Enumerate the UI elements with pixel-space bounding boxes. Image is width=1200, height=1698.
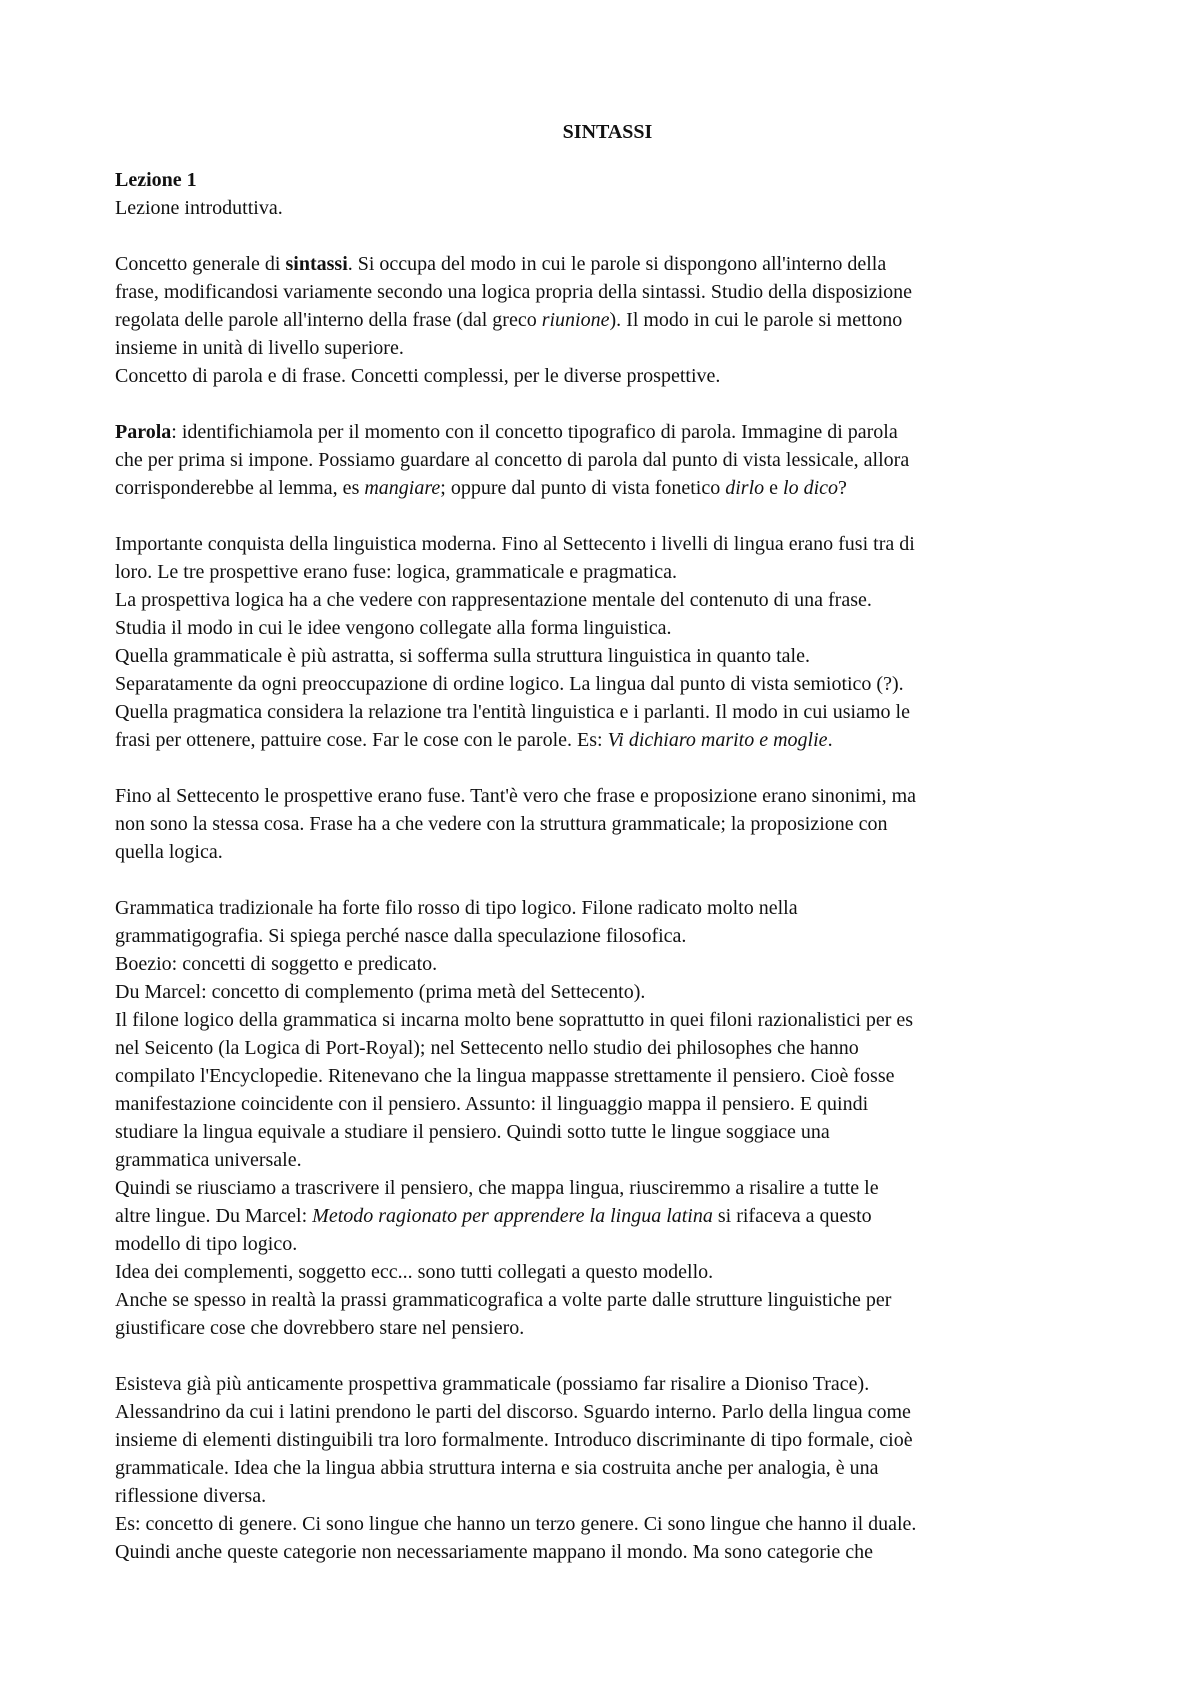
text-line: grammatigografia. Si spiega perché nasce dalla speculazione filosofica.	[115, 925, 687, 947]
text-line: Quella grammaticale è più astratta, si sofferma sulla struttura linguistica in quanto tale.	[115, 645, 810, 667]
text-line: manifestazione coincidente con il pensiero. Assunto: il linguaggio mappa il pensiero. E quindi	[115, 1093, 869, 1115]
text-line: loro. Le tre prospettive erano fuse: logica, grammaticale e pragmatica.	[115, 561, 677, 583]
text-line: quella logica.	[115, 841, 223, 863]
document-page	[115, 118, 1100, 1594]
text-line: frasi per ottenere, pattuire cose. Far le cose con le parole. Es: Vi dichiaro marito e moglie.	[115, 729, 833, 751]
paragraph-prospettiva-grammaticale	[115, 1370, 1100, 1566]
text-line: insieme di elementi distinguibili tra loro formalmente. Introduco discriminante di tipo formale, cioè	[115, 1429, 913, 1451]
text-line: giustificare cose che dovrebbero stare nel pensiero.	[115, 1317, 525, 1339]
lesson-subtitle: Lezione introduttiva.	[115, 197, 283, 219]
text-line: Importante conquista della linguistica moderna. Fino al Settecento i livelli di lingua erano fusi tra di	[115, 533, 915, 555]
text-line: Quindi se riusciamo a trascrivere il pensiero, che mappa lingua, riusciremmo a risalire a tutte le	[115, 1177, 879, 1199]
text-line: La prospettiva logica ha a che vedere con rappresentazione mentale del contenuto di una frase.	[115, 589, 872, 611]
text-line: regolata delle parole all'interno della frase (dal greco riunione). Il modo in cui le parole si mettono	[115, 309, 903, 331]
text-line: grammatica universale.	[115, 1149, 302, 1171]
text-line: Idea dei complementi, soggetto ecc... sono tutti collegati a questo modello.	[115, 1261, 714, 1283]
text-line: Boezio: concetti di soggetto e predicato.	[115, 953, 438, 975]
text-line: Anche se spesso in realtà la prassi grammaticografica a volte parte dalle strutture linguistiche per	[115, 1289, 892, 1311]
text-line: altre lingue. Du Marcel: Metodo ragionato per apprendere la lingua latina si rifaceva a questo	[115, 1205, 872, 1227]
text-line: che per prima si impone. Possiamo guardare al concetto di parola dal punto di vista lessicale, allora	[115, 449, 910, 471]
paragraph-prospettive	[115, 530, 1100, 754]
document-title: SINTASSI	[562, 121, 653, 143]
text-line: insieme in unità di livello superiore.	[115, 337, 404, 359]
text-line: studiare la lingua equivale a studiare il pensiero. Quindi sotto tutte le lingue soggiace una	[115, 1121, 830, 1143]
paragraph-parola	[115, 418, 1100, 502]
text-line: Parola: identifichiamola per il momento con il concetto tipografico di parola. Immagine di parola	[115, 421, 898, 443]
text-line: Fino al Settecento le prospettive erano fuse. Tant'è vero che frase e proposizione erano sinonimi, ma	[115, 785, 917, 807]
text-line: Il filone logico della grammatica si incarna molto bene soprattutto in quei filoni razionalistici per es	[115, 1009, 914, 1031]
text-line: corrisponderebbe al lemma, es mangiare; oppure dal punto di vista fonetico dirlo e lo dico?	[115, 477, 847, 499]
text-line: Concetto di parola e di frase. Concetti complessi, per le diverse prospettive.	[115, 365, 721, 387]
text-line: Du Marcel: concetto di complemento (prima metà del Settecento).	[115, 981, 646, 1003]
text-line: Quindi anche queste categorie non necessariamente mappano il mondo. Ma sono categorie che	[115, 1541, 874, 1563]
paragraph-frase-proposizione	[115, 782, 1100, 866]
text-line: Quella pragmatica considera la relazione tra l'entità linguistica e i parlanti. Il modo in cui usiamo le	[115, 701, 910, 723]
text-line: Alessandrino da cui i latini prendono le parti del discorso. Sguardo interno. Parlo della lingua come	[115, 1401, 911, 1423]
text-line: frase, modificandosi variamente secondo una logica propria della sintassi. Studio della disposizione	[115, 281, 913, 303]
paragraph-sintassi	[115, 250, 1100, 390]
text-line: modello di tipo logico.	[115, 1233, 298, 1255]
text-line: Esisteva già più anticamente prospettiva grammaticale (possiamo far risalire a Dioniso Trace).	[115, 1373, 870, 1395]
text-line: grammaticale. Idea che la lingua abbia struttura interna e sia costruita anche per analogia, è una	[115, 1457, 879, 1479]
text-line: Separatamente da ogni preoccupazione di ordine logico. La lingua dal punto di vista semiotico (?).	[115, 673, 904, 695]
text-line: Studia il modo in cui le idee vengono collegate alla forma linguistica.	[115, 617, 672, 639]
lesson-intro	[115, 166, 1100, 222]
text-line: non sono la stessa cosa. Frase ha a che vedere con la struttura grammaticale; la proposizione con	[115, 813, 888, 835]
text-line: nel Seicento (la Logica di Port-Royal); nel Settecento nello studio dei philosophes che hanno	[115, 1037, 859, 1059]
lesson-heading: Lezione 1	[115, 169, 197, 191]
text-line: Concetto generale di sintassi. Si occupa del modo in cui le parole si dispongono all'interno della	[115, 253, 887, 275]
text-line: compilato l'Encyclopedie. Ritenevano che la lingua mappasse strettamente il pensiero. Cioè fosse	[115, 1065, 895, 1087]
paragraph-grammatica-tradizionale	[115, 894, 1100, 1342]
text-line: riflessione diversa.	[115, 1485, 267, 1507]
text-line: Grammatica tradizionale ha forte filo rosso di tipo logico. Filone radicato molto nella	[115, 897, 798, 919]
text-line: Es: concetto di genere. Ci sono lingue che hanno un terzo genere. Ci sono lingue che hanno il duale.	[115, 1513, 917, 1535]
